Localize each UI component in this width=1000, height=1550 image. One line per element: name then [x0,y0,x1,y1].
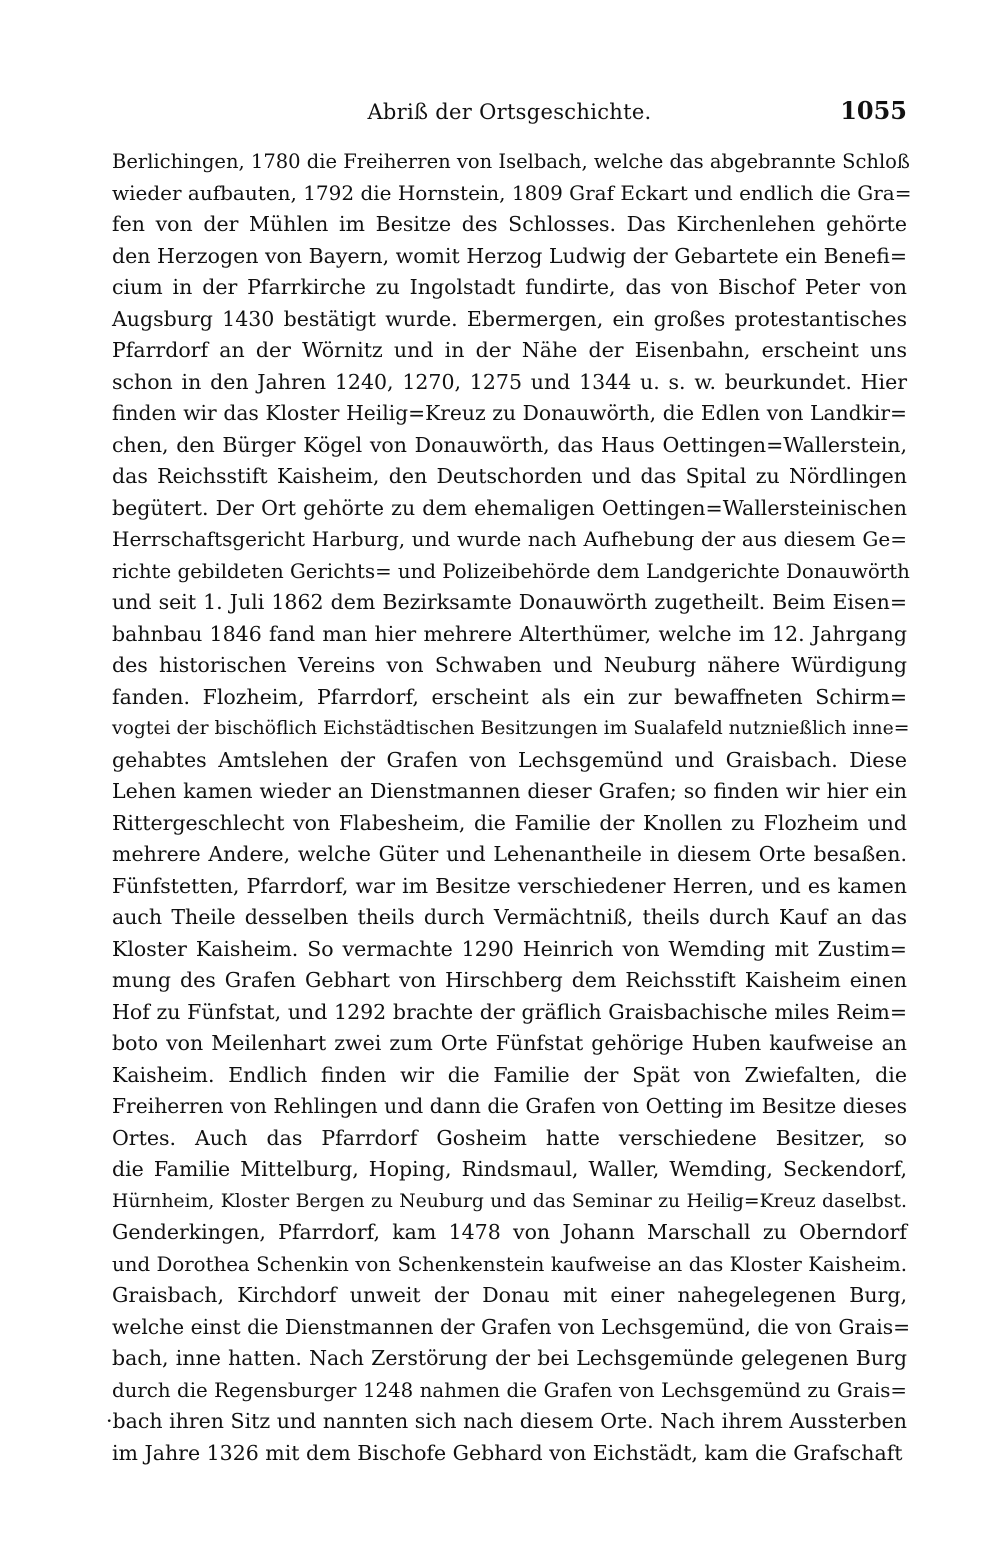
running-title: Abriß der Ortsgeschichte. [367,100,652,124]
text-line: gehabtes Amtslehen der Grafen von Lechsgemünd und Graisbach. Diese [112,747,907,772]
text-line: Pfarrdorf an der Wörnitz und in der Nähe der Eisenbahn, erscheint uns [112,338,907,362]
text-line: und seit 1. Juli 1862 dem Bezirksamte Donauwörth zugetheilt. Beim Eisen= [112,590,907,614]
text-line: das Reichsstift Kaisheim, den Deutschorden und das Spital zu Nördlingen [112,464,907,488]
text-line: vogtei der bischöflich Eichstädtischen Besitzungen im Sualafeld nutznießlich inne= [112,718,910,739]
text-line: Herrschaftsgericht Harburg, und wurde nach Aufhebung der aus diesem Ge= [112,527,907,551]
text-line: Augsburg 1430 bestätigt wurde. Ebermergen, ein großes protestantisches [112,306,907,331]
page-number: 1055 [840,96,907,125]
text-line: bach, inne hatten. Nach Zerstörung der bei Lechsgemünde gelegenen Burg [112,1346,907,1370]
text-line: Lehen kamen wieder an Dienstmannen dieser Grafen; so finden wir hier ein [112,779,907,803]
text-line: im Jahre 1326 mit dem Bischofe Gebhard von Eichstädt, kam die Grafschaft [112,1440,903,1465]
text-line: Graisbach, Kirchdorf unweit der Donau mit einer nahegelegenen Burg, [112,1283,907,1307]
text-line: auch Theile desselben theils durch Vermächtniß, theils durch Kauf an das [112,905,907,929]
text-line: bahnbau 1846 fand man hier mehrere Alterthümer, welche im 12. Jahrgang [112,621,907,646]
text-line: Ortes. Auch das Pfarrdorf Gosheim hatte verschiedene Besitzer, so [112,1125,907,1150]
text-line: Freiherren von Rehlingen und dann die Grafen von Oetting im Besitze dieses [112,1094,907,1118]
text-line: Kaisheim. Endlich finden wir die Familie der Spät von Zwiefalten, die [112,1062,907,1087]
text-line: richte gebildeten Gerichts= und Polizeibehörde dem Landgerichte Donauwörth [112,559,910,583]
text-line: Genderkingen, Pfarrdorf, kam 1478 von Johann Marschall zu Oberndorf [112,1220,907,1244]
text-line: cium in der Pfarrkirche zu Ingolstadt fundirte, das von Bischof Peter von [112,275,907,299]
text-line: wieder aufbauten, 1792 die Hornstein, 1809 Graf Eckart und endlich die Gra= [112,180,912,205]
text-line: durch die Regensburger 1248 nahmen die Grafen von Lechsgemünd zu Grais= [112,1378,907,1402]
text-line: Rittergeschlecht von Flabesheim, die Familie der Knollen zu Flozheim und [112,810,907,835]
text-line: mehrere Andere, welche Güter und Lehenantheile in diesem Orte besaßen. [112,842,907,866]
text-line: Hürnheim, Kloster Bergen zu Neuburg und das Seminar zu Heilig=Kreuz daselbst. [112,1190,907,1212]
text-line: fen von der Mühlen im Besitze des Schlosses. Das Kirchenlehen gehörte [112,212,907,236]
text-line: finden wir das Kloster Heilig=Kreuz zu Donauwörth, die Edlen von Landkir= [112,401,907,425]
text-line: welche einst die Dienstmannen der Grafen von Lechsgemünd, die von Grais= [112,1314,911,1339]
page-header [112,96,907,136]
text-line: chen, den Bürger Kögel von Donauwörth, das Haus Oettingen=Wallerstein, [112,432,907,457]
body-text [106,146,912,1469]
text-line: Kloster Kaisheim. So vermachte 1290 Heinrich von Wemding mit Zustim= [112,936,907,961]
text-line: fanden. Flozheim, Pfarrdorf, erscheint als ein zur bewaffneten Schirm= [112,684,907,709]
text-line: Berlichingen, 1780 die Freiherren von Iselbach, welche das abgebrannte Schloß [112,150,910,173]
text-line: die Familie Mittelburg, Hoping, Rindsmaul, Waller, Wemding, Seckendorf, [112,1157,907,1181]
text-line: ·bach ihren Sitz und nannten sich nach diesem Orte. Nach ihrem Aussterben [106,1409,907,1433]
text-line: mung des Grafen Gebhart von Hirschberg dem Reichsstift Kaisheim einen [112,968,907,992]
text-line: Hof zu Fünfstat, und 1292 brachte der gräflich Graisbachische miles Reim= [112,999,907,1024]
text-line: Fünfstetten, Pfarrdorf, war im Besitze verschiedener Herren, und es kamen [112,873,907,898]
text-line: schon in den Jahren 1240, 1270, 1275 und 1344 u. s. w. beurkundet. Hier [112,369,907,394]
text-line: den Herzogen von Bayern, womit Herzog Ludwig der Gebartete ein Benefi= [112,243,907,268]
text-line: und Dorothea Schenkin von Schenkenstein kaufweise an das Kloster Kaisheim. [112,1252,907,1276]
text-line: boto von Meilenhart zwei zum Orte Fünfstat gehörige Huben kaufweise an [112,1031,907,1055]
text-line: begütert. Der Ort gehörte zu dem ehemaligen Oettingen=Wallersteinischen [112,495,907,520]
text-line: des historischen Vereins von Schwaben und Neuburg nähere Würdigung [112,653,907,677]
